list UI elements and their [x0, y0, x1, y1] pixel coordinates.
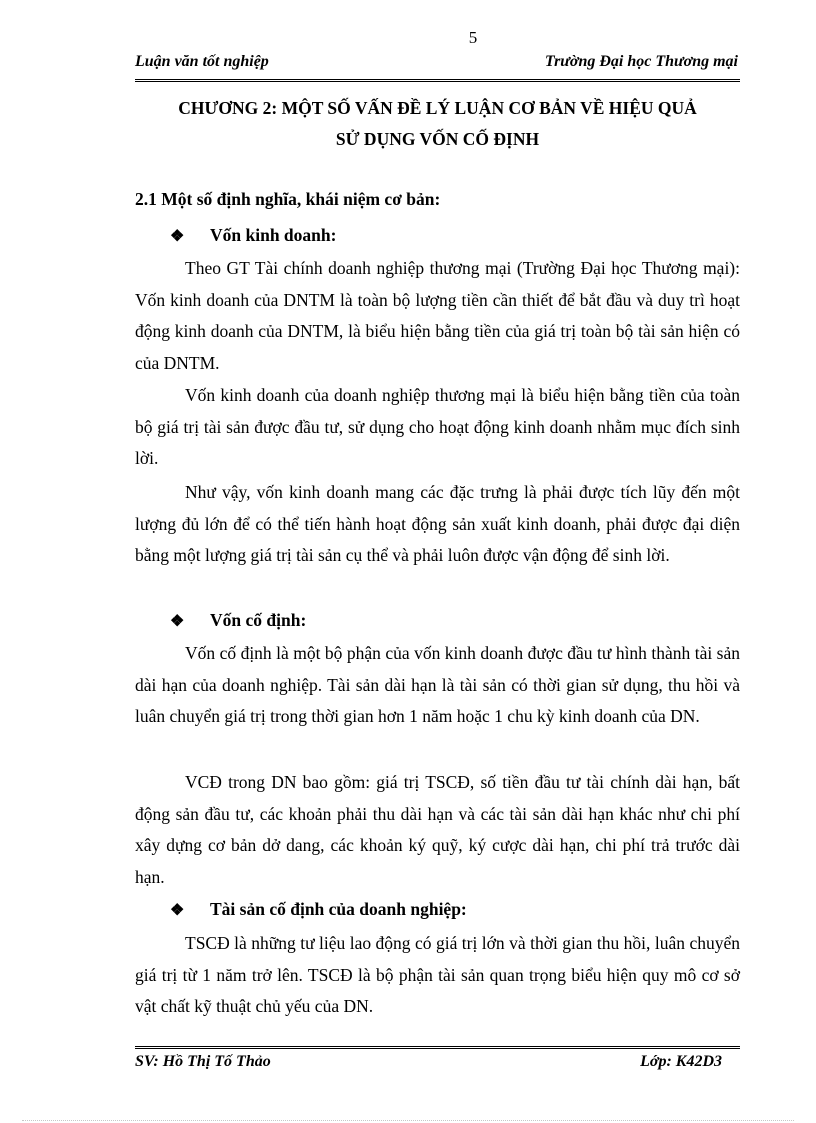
diamond-bullet-icon: ❖ [170, 902, 185, 919]
page-footer [135, 1046, 740, 1078]
paragraph: Theo GT Tài chính doanh nghiệp thương mại (Trường Đại học Thương mại): Vốn kinh doanh của DNTM là toàn bộ lượng tiền cần thiết để bắt đầu và duy trì hoạt động kinh doanh của DNTM, là biểu hiện bằng tiền của giá trị toàn bộ tài sản hiện có của DNTM. [135, 258, 740, 373]
bullet-heading-von-co-dinh [170, 610, 306, 631]
footer-student-name: SV: Hồ Thị Tố Thảo [135, 1053, 271, 1070]
paragraph: Vốn kinh doanh của doanh nghiệp thương mại là biểu hiện bằng tiền của toàn bộ giá trị tài sản được đầu tư, sử dụng cho hoạt động kinh doanh nhằm mục đích sinh lời. [135, 385, 740, 468]
bullet-heading-label: Vốn cố định: [210, 610, 307, 630]
page-header [135, 53, 740, 82]
header-thesis-label: Luận văn tốt nghiệp [135, 53, 269, 70]
paragraph: Như vậy, vốn kinh doanh mang các đặc trưng là phải được tích lũy đến một lượng đủ lớn để có thể tiến hành hoạt động sản xuất kinh doanh, phải được đại diện bằng một lượng giá trị tài sản cụ thể và phải luôn được vận động để sinh lời. [135, 482, 740, 565]
chapter-title-line-2: SỬ DỤNG VỐN CỐ ĐỊNH [335, 129, 540, 149]
chapter-title-line-1: CHƯƠNG 2: MỘT SỐ VẤN ĐỀ LÝ LUẬN CƠ BẢN VỀ HIỆU QUẢ [178, 98, 697, 118]
diamond-bullet-icon: ❖ [170, 228, 185, 245]
footer-class-code: Lớp: K42D3 [640, 1053, 722, 1070]
page-bottom-divider [22, 1120, 794, 1121]
diamond-bullet-icon: ❖ [170, 613, 185, 630]
chapter-title [135, 93, 740, 155]
page-number: 5 [468, 28, 478, 47]
paragraph: TSCĐ là những tư liệu lao động có giá trị lớn và thời gian thu hồi, luân chuyển giá trị từ 1 năm trở lên. TSCĐ là bộ phận tài sản quan trọng biểu hiện quy mô cơ sở vật chất kỹ thuật chủ yếu của DN. [135, 933, 740, 1016]
header-university-label: Trường Đại học Thương mại [544, 53, 738, 70]
paragraph: VCĐ trong DN bao gồm: giá trị TSCĐ, số tiền đầu tư tài chính dài hạn, bất động sản đầu tư, các khoản phải thu dài hạn và các tài sản dài hạn khác như chi phí xây dựng cơ bản dở dang, các khoản ký quỹ, ký cược dài hạn, chi phí trả trước dài hạn. [135, 772, 740, 887]
paragraph: Vốn cố định là một bộ phận của vốn kinh doanh được đầu tư hình thành tài sản dài hạn của doanh nghiệp. Tài sản dài hạn là tài sản có thời gian sử dụng, thu hồi và luân chuyển giá trị trong thời gian hơn 1 năm hoặc 1 chu kỳ kinh doanh của DN. [135, 643, 740, 726]
bullet-heading-von-kinh-doanh [170, 225, 336, 246]
bullet-heading-tai-san-co-dinh [170, 899, 467, 920]
bullet-heading-label: Vốn kinh doanh: [210, 225, 337, 245]
bullet-heading-label: Tài sản cố định của doanh nghiệp: [210, 899, 467, 919]
section-heading: 2.1 Một số định nghĩa, khái niệm cơ bản: [135, 189, 441, 209]
